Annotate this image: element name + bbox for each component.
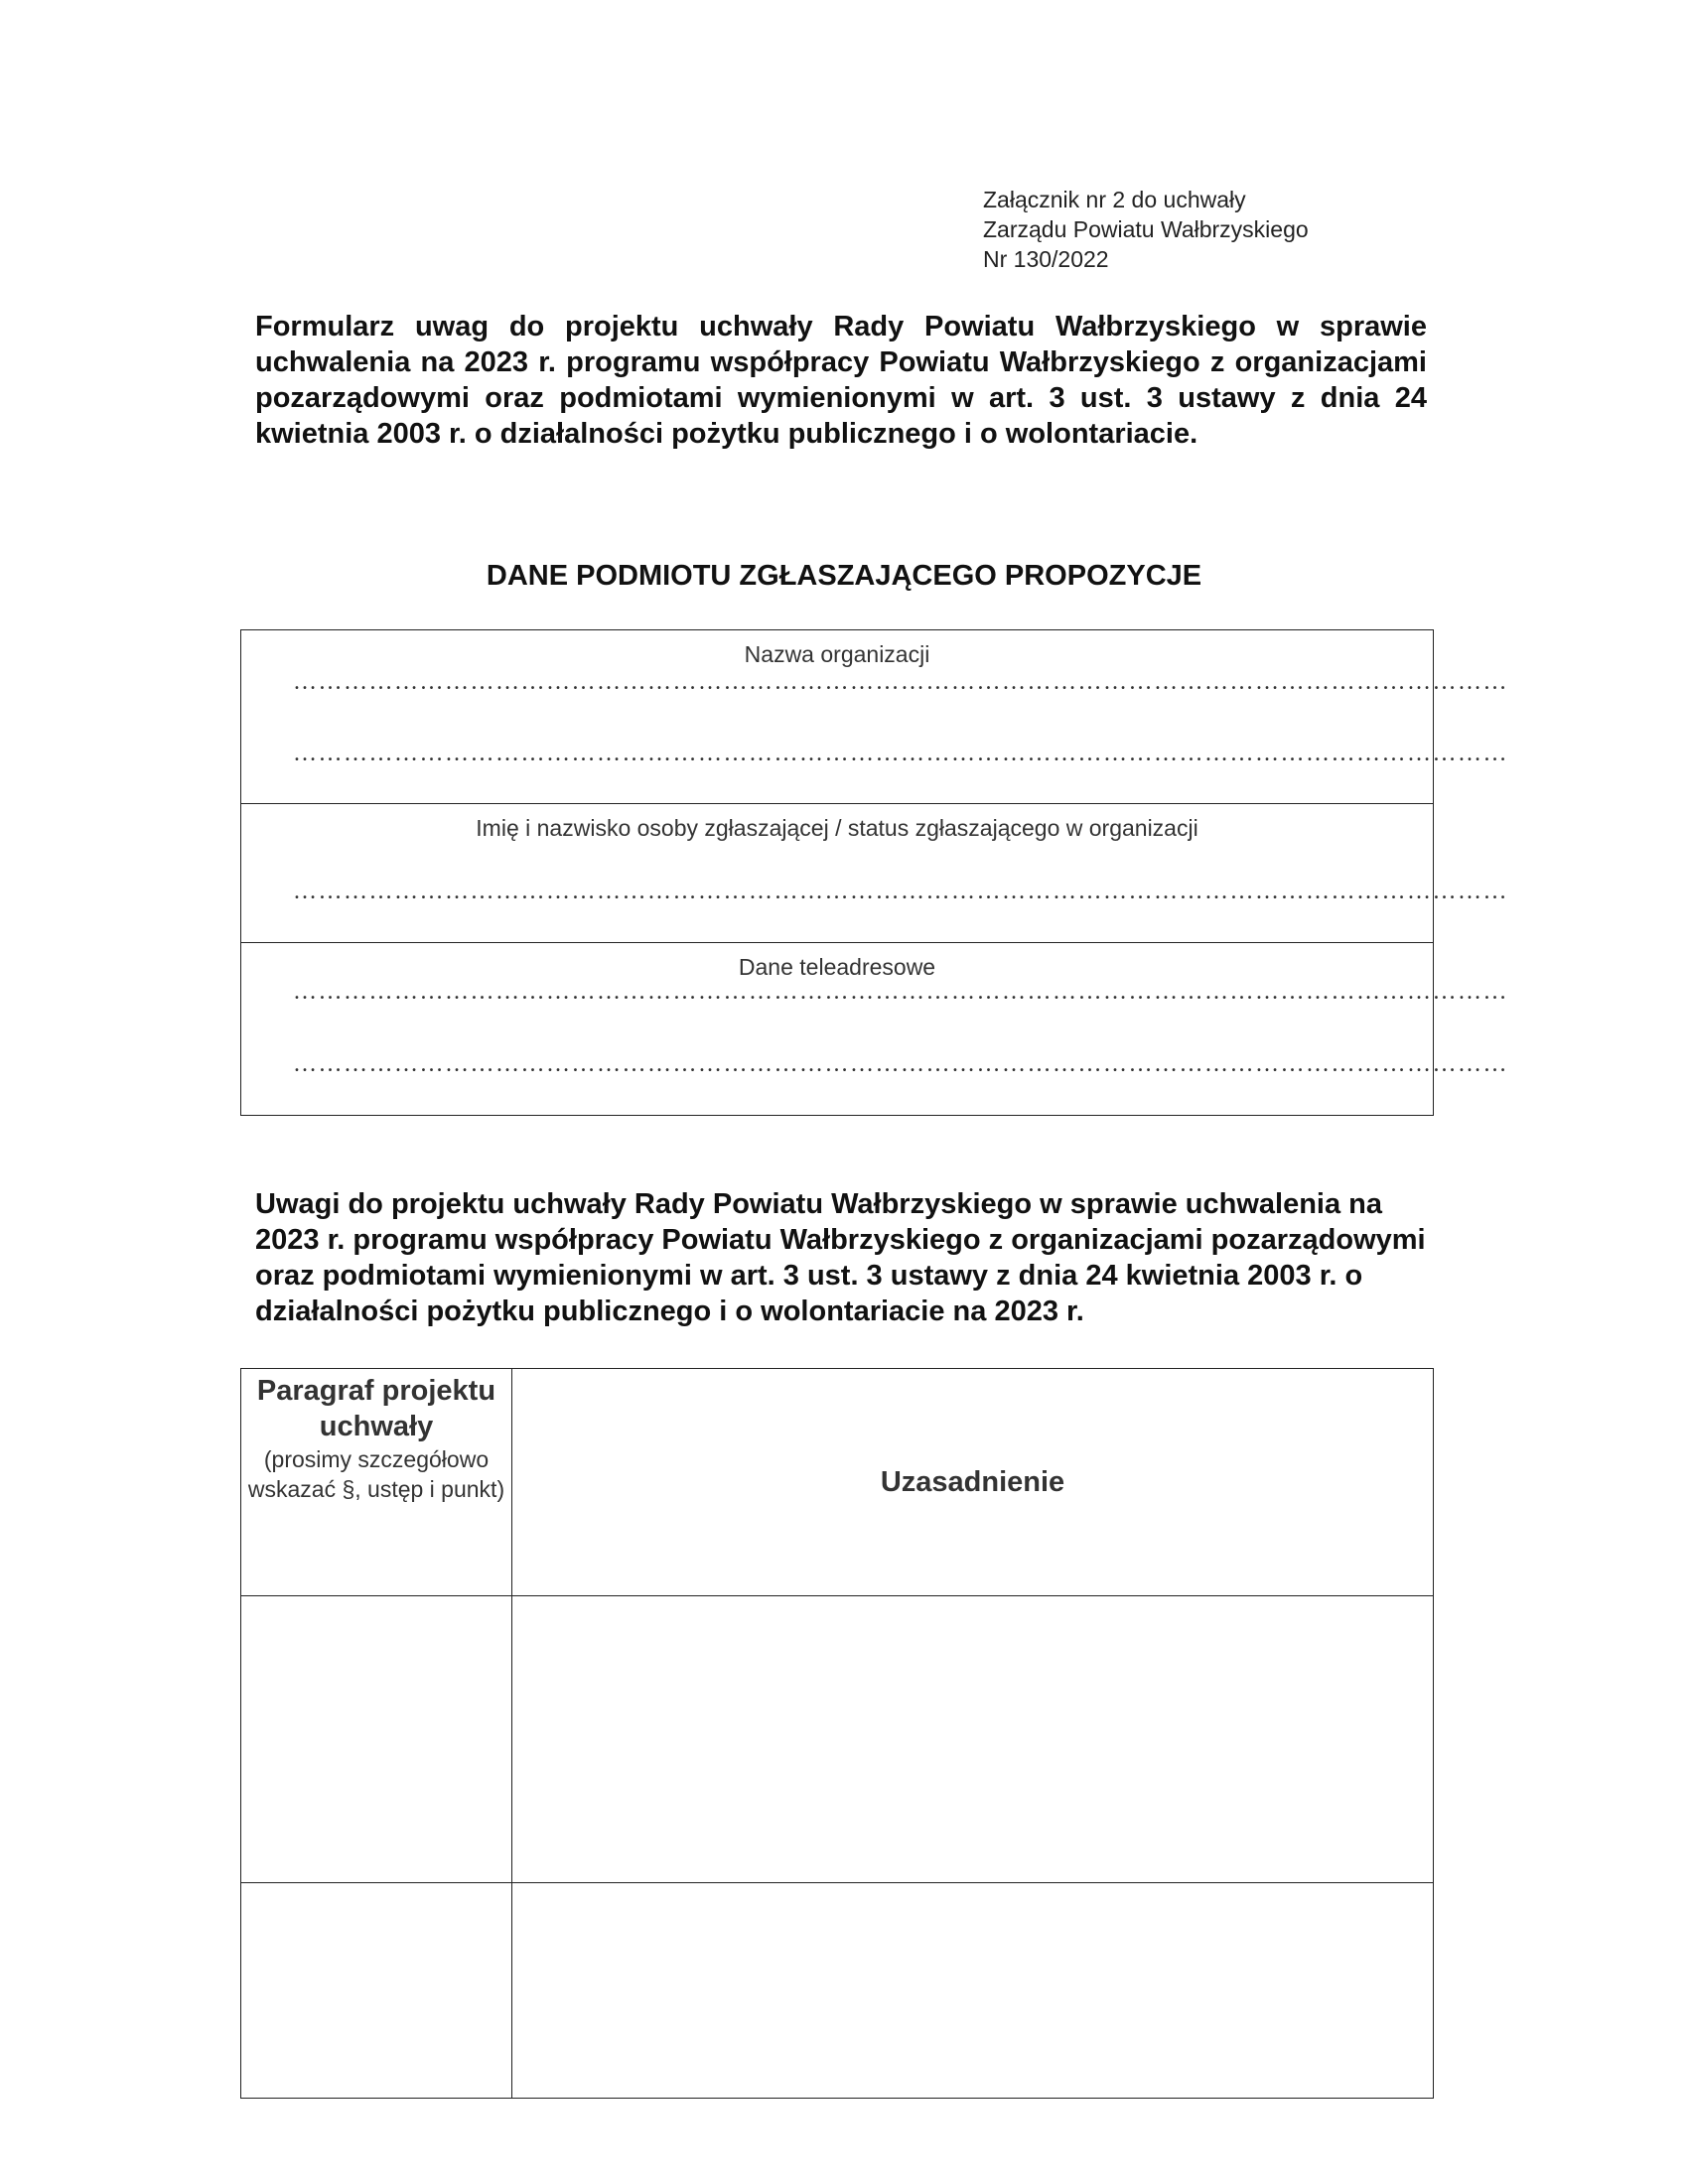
organization-name-label: Nazwa organizacji bbox=[744, 641, 930, 667]
organization-name-field[interactable] bbox=[241, 630, 1508, 804]
attachment-note-line-3: Nr 130/2022 bbox=[983, 246, 1109, 272]
remarks-table bbox=[240, 1368, 1434, 2099]
table-row-2-paragraph-cell[interactable] bbox=[241, 1884, 510, 2098]
submitter-name-label: Imię i nazwisko osoby zgłaszającej / status zgłaszającego w organizacji bbox=[476, 815, 1198, 841]
contact-data-line-2[interactable]: ……………………………………………………………………………………………………………………………… bbox=[293, 1051, 1508, 1077]
contact-data-label: Dane teleadresowe bbox=[738, 954, 936, 980]
justification-column-header bbox=[512, 1369, 1433, 1595]
table-row-1-paragraph-cell[interactable] bbox=[241, 1597, 510, 1881]
remarks-section-title: Uwagi do projektu uchwały Rady Powiatu Wałbrzyskiego w sprawie uchwalenia na 2023 r. programu współpracy Powiatu Wałbrzyskiego z organizacjami pozarządowymi oraz podmiotami wymienionymi w art. 3 ust. 3 ustawy z dnia 24 kwietnia 2003 r. o działalności pożytku publicznego i o wolontariacie na 2023 r. bbox=[255, 1188, 1426, 1327]
table-row-1-justification-cell[interactable] bbox=[513, 1597, 1433, 1881]
paragraph-column-header bbox=[241, 1369, 511, 1595]
paragraph-column-note: (prosimy szczegółowo wskazać §, ustęp i punkt) bbox=[247, 1446, 505, 1502]
entity-data-form bbox=[240, 629, 1508, 1116]
attachment-note-line-1: Załącznik nr 2 do uchwały bbox=[983, 187, 1246, 212]
justification-column-title: Uzasadnienie bbox=[880, 1465, 1065, 1498]
attachment-note bbox=[983, 185, 1309, 274]
document-title: Formularz uwag do projektu uchwały Rady Powiatu Wałbrzyskiego w sprawie uchwalenia na 2023 r. programu współpracy Powiatu Wałbrzyskiego z organizacjami pozarządowymi oraz podmiotami wymienionymi w art. 3 ust. 3 ustawy z dnia 24 kwietnia 2003 r. o działalności pożytku publicznego i o wolontariacie. bbox=[255, 311, 1427, 450]
paragraph-column-title: Paragraf projektu uchwały bbox=[256, 1375, 496, 1442]
submitter-name-line-1[interactable]: ……………………………………………………………………………………………………………………………… bbox=[293, 879, 1508, 904]
organization-name-line-2[interactable]: ……………………………………………………………………………………………………………………………… bbox=[293, 741, 1508, 766]
table-row-2-justification-cell[interactable] bbox=[513, 1884, 1433, 2098]
section-heading-entity-data: DANE PODMIOTU ZGŁASZAJĄCEGO PROPOZYCJE bbox=[486, 560, 1202, 592]
contact-data-field[interactable] bbox=[241, 943, 1508, 1115]
contact-data-line-1[interactable]: ……………………………………………………………………………………………………………………………… bbox=[293, 979, 1508, 1005]
organization-name-line-1[interactable]: ……………………………………………………………………………………………………………………………… bbox=[293, 669, 1508, 695]
row-divider bbox=[241, 1882, 1433, 1883]
submitter-name-field[interactable] bbox=[241, 804, 1508, 943]
attachment-note-line-2: Zarządu Powiatu Wałbrzyskiego bbox=[983, 216, 1309, 242]
header-divider bbox=[241, 1595, 1433, 1596]
